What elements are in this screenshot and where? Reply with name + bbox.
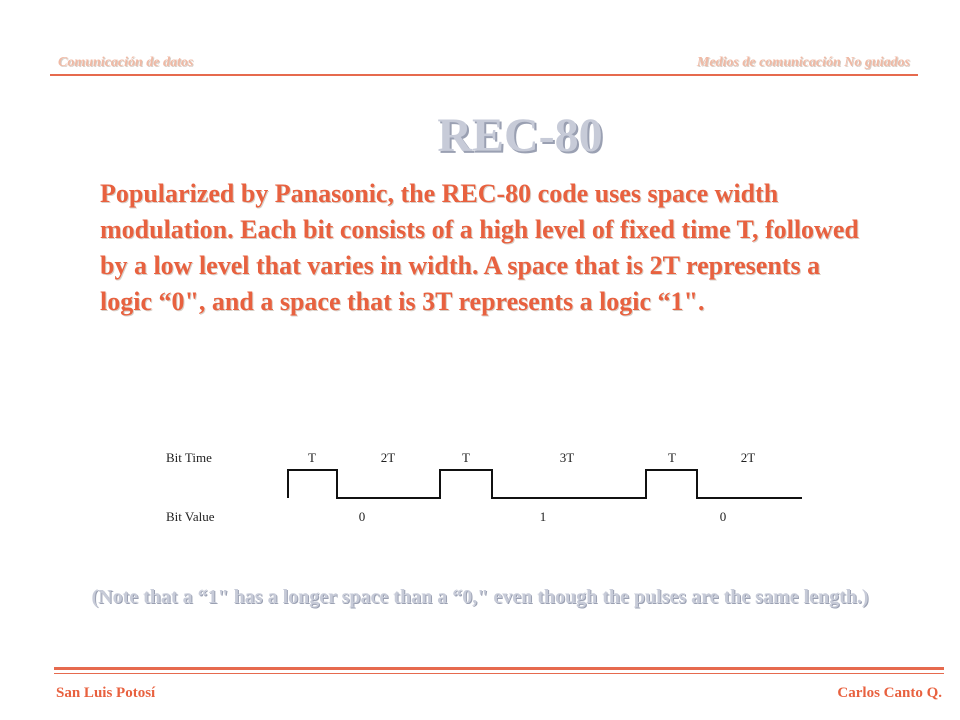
bit-time-t-1: T bbox=[308, 450, 316, 465]
footer-divider-thick bbox=[54, 667, 944, 670]
bit-value-0-second: 0 bbox=[719, 509, 727, 524]
header-divider bbox=[50, 74, 918, 76]
header-left-text: Comunicación de datos bbox=[58, 55, 194, 70]
body-paragraph: Popularized by Panasonic, the REC-80 code uses space width modulation. Each bit consists of a high level of fixed time T, followed by a low level that varies in width. A space that is 2T represents a logic “0", and a space that is 3T represents a logic “1". bbox=[100, 179, 859, 316]
bit-time-2t-2: 2T bbox=[740, 450, 756, 465]
bit-time-3t: 3T bbox=[559, 450, 575, 465]
bit-value-label: Bit Value bbox=[166, 509, 215, 524]
bit-time-t-3: T bbox=[668, 450, 676, 465]
footer-divider-thin bbox=[54, 673, 944, 674]
bit-time-2t-1: 2T bbox=[380, 450, 396, 465]
footer-left-text: San Luis Potosí bbox=[56, 685, 156, 701]
rec80-timing-diagram bbox=[160, 436, 820, 536]
bit-time-t-2: T bbox=[462, 450, 470, 465]
pulse-waveform bbox=[288, 470, 802, 498]
slide-title: REC-80 bbox=[437, 109, 603, 162]
header-right-text: Medios de comunicación No guiados bbox=[696, 55, 910, 70]
bit-value-0-first: 0 bbox=[358, 509, 366, 524]
footnote-note: (Note that a “1" has a longer space than a “0," even though the pulses are the same length.) bbox=[91, 586, 869, 608]
bit-value-1: 1 bbox=[539, 509, 547, 524]
footer-right-text: Carlos Canto Q. bbox=[837, 685, 942, 701]
bit-time-label: Bit Time bbox=[166, 450, 212, 465]
